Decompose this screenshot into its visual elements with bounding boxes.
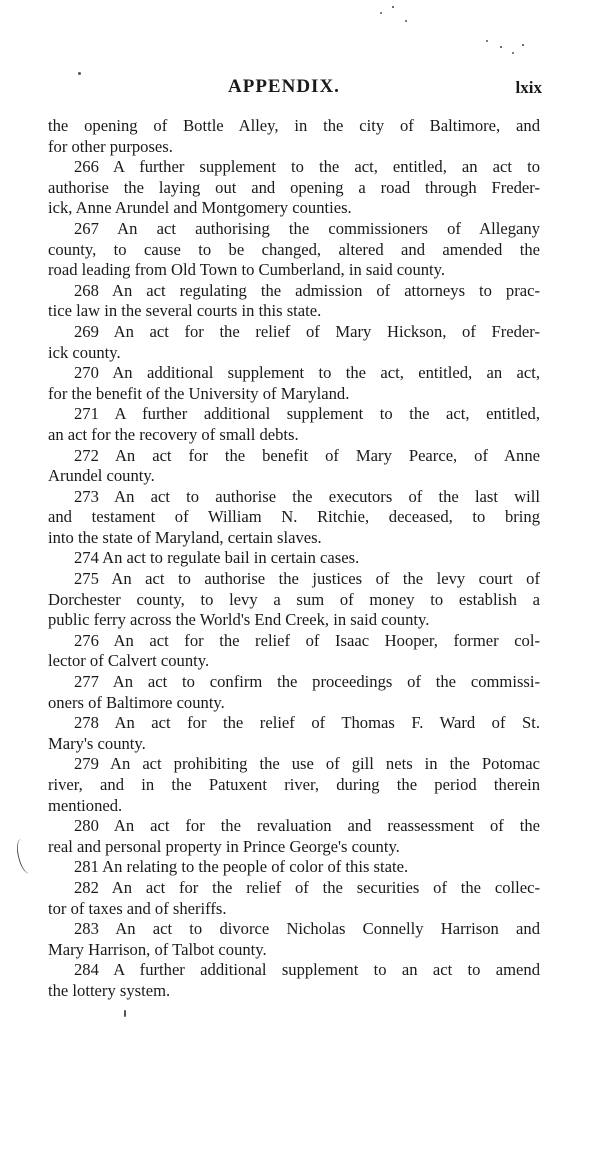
text-line: Dorchester county, to levy a sum of money to establish a bbox=[48, 589, 540, 609]
text-line: for the benefit of the University of Maryland. bbox=[48, 383, 350, 403]
text-line: into the state of Maryland, certain slaves. bbox=[48, 527, 322, 547]
text-line: real and personal property in Prince George's county. bbox=[48, 836, 400, 856]
text-line: 282 An act for the relief of the securities of the collec- bbox=[74, 877, 540, 897]
text-line: the opening of Bottle Alley, in the city of Baltimore, and bbox=[48, 116, 540, 135]
text-line: authorise the laying out and opening a road through Freder- bbox=[48, 177, 540, 197]
text-line: Arundel county. bbox=[48, 466, 155, 486]
margin-bracket-mark bbox=[14, 837, 37, 876]
text-line: 273 An act to authorise the executors of the last will bbox=[74, 486, 540, 506]
text-line: ick county. bbox=[48, 342, 121, 362]
text-line: the lottery system. bbox=[48, 980, 171, 1000]
text-line: 267 An act authorising the commissioners of Allegany bbox=[74, 218, 540, 238]
text-line: 283 An act to divorce Nicholas Connelly Harrison and bbox=[74, 919, 540, 939]
text-line: Mary's county. bbox=[48, 733, 146, 753]
text-line: tor of taxes and of sheriffs. bbox=[48, 898, 227, 918]
scan-speck bbox=[124, 1010, 126, 1017]
text-line: road leading from Old Town to Cumberland, in said county. bbox=[48, 260, 446, 280]
text-line: 275 An act to authorise the justices of the levy court of bbox=[74, 569, 540, 589]
text-line: county, to cause to be changed, altered and amended the bbox=[48, 239, 540, 259]
text-line: 281 An relating to the people of color of this state. bbox=[74, 857, 409, 877]
text-line: and testament of William N. Ritchie, deceased, to bring bbox=[48, 507, 540, 527]
text-line: 271 A further additional supplement to the act, entitled, bbox=[74, 404, 540, 424]
text-line: for other purposes. bbox=[48, 136, 173, 156]
appendix-body bbox=[48, 116, 540, 1002]
text-line: tice law in the several courts in this state. bbox=[48, 301, 322, 321]
text-line: lector of Calvert county. bbox=[48, 651, 210, 671]
text-line: 284 A further additional supplement to an act to amend bbox=[74, 960, 540, 980]
text-line: 278 An act for the relief of Thomas F. Ward of St. bbox=[74, 713, 540, 733]
scan-speck bbox=[486, 40, 488, 42]
text-line: mentioned. bbox=[48, 795, 123, 815]
text-line: 276 An act for the relief of Isaac Hooper, former col- bbox=[74, 630, 540, 650]
scan-speck bbox=[522, 44, 524, 46]
text-line: 266 A further supplement to the act, entitled, an act to bbox=[74, 157, 540, 177]
page-number: lxix bbox=[515, 78, 542, 97]
scan-speck bbox=[380, 12, 382, 14]
scan-speck bbox=[512, 52, 514, 54]
scan-speck bbox=[78, 72, 81, 75]
text-line: ick, Anne Arundel and Montgomery counties. bbox=[48, 198, 352, 218]
text-line: 269 An act for the relief of Mary Hickson, of Freder- bbox=[74, 321, 540, 341]
text-line: 277 An act to confirm the proceedings of the commissi- bbox=[74, 672, 540, 692]
text-line: river, and in the Patuxent river, during the period therein bbox=[48, 775, 540, 794]
scan-speck bbox=[392, 6, 394, 8]
text-line: 268 An act regulating the admission of attorneys to prac- bbox=[74, 280, 540, 300]
text-line: 279 An act prohibiting the use of gill nets in the Potomac bbox=[74, 754, 540, 774]
text-line: public ferry across the World's End Creek, in said county. bbox=[48, 610, 430, 630]
page-header bbox=[0, 76, 600, 102]
text-line: an act for the recovery of small debts. bbox=[48, 424, 299, 444]
scan-speck bbox=[500, 46, 502, 48]
text-line: 280 An act for the revaluation and reassessment of the bbox=[74, 816, 540, 836]
scan-speck bbox=[405, 20, 407, 22]
text-line: oners of Baltimore county. bbox=[48, 692, 225, 712]
text-line: 270 An additional supplement to the act, entitled, an act, bbox=[74, 363, 540, 383]
text-line: 274 An act to regulate bail in certain cases. bbox=[74, 548, 360, 568]
text-line: 272 An act for the benefit of Mary Pearce, of Anne bbox=[74, 445, 540, 465]
running-title: APPENDIX. bbox=[228, 76, 340, 97]
text-line: Mary Harrison, of Talbot county. bbox=[48, 939, 267, 959]
